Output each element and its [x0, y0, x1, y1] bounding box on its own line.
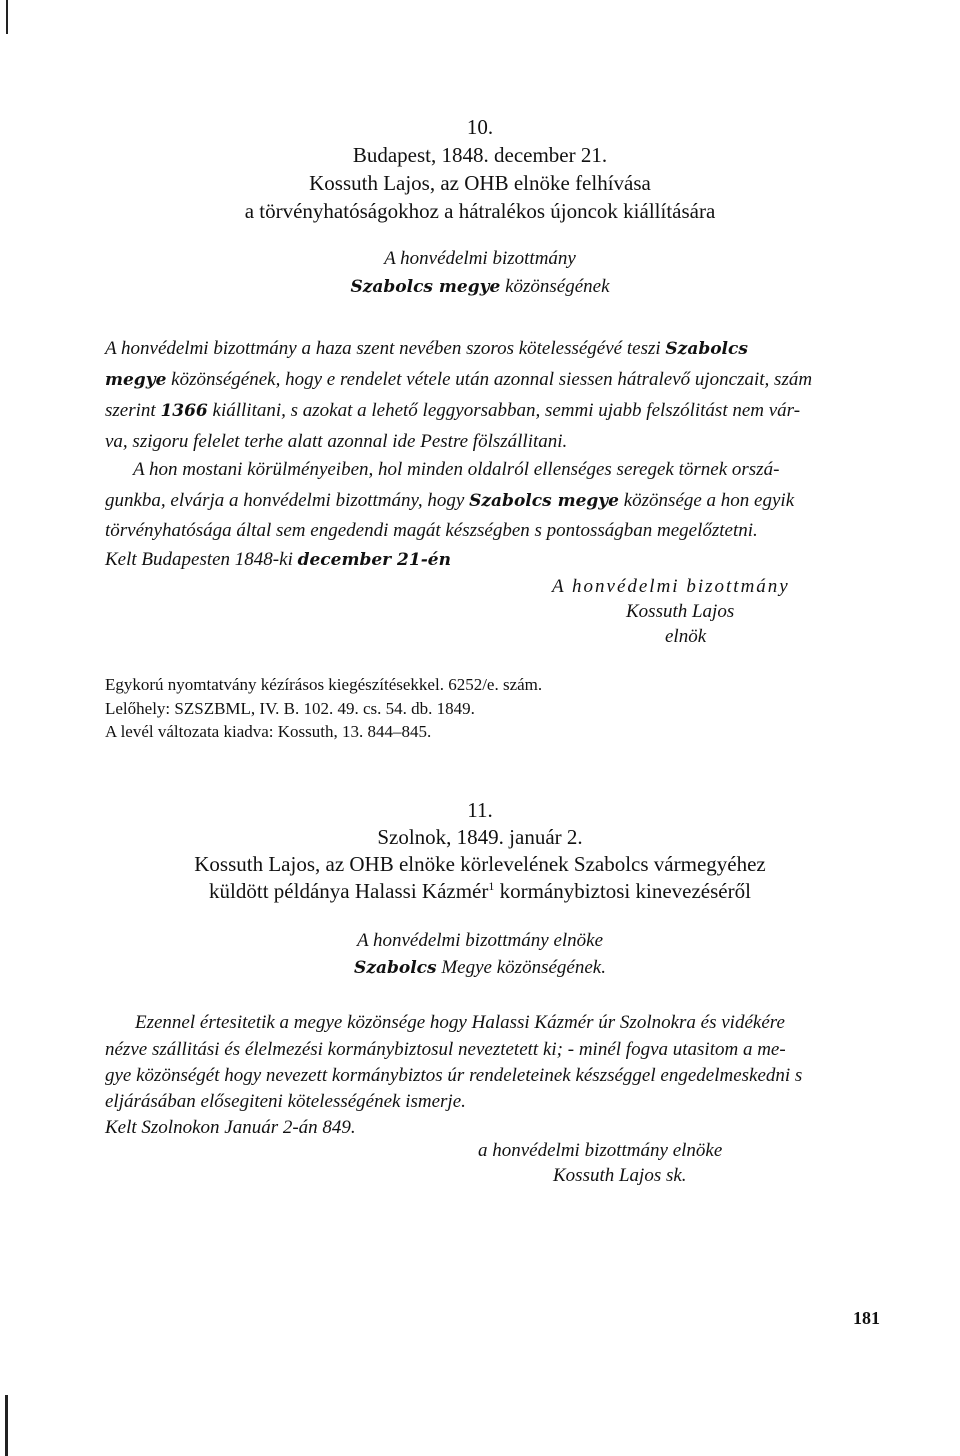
doc10-para1-line1: A honvédelmi bizottmány a haza szent nevében szoros kötelességévé teszi Szabolcs — [105, 338, 748, 359]
scan-mark-bottom — [5, 1395, 8, 1456]
doc10-para2-line2: gunkba, elvárja a honvédelmi bizottmány, hogy Szabolcs megye közönsége a hon egyik — [105, 490, 795, 511]
doc10-source-line2: Lelőhely: SZSZBML, IV. B. 102. 49. cs. 54. db. 1849. — [105, 699, 475, 718]
doc11-addressee-line2: Szabolcs Megye közönségének. — [354, 957, 606, 978]
scan-mark-top — [6, 0, 8, 34]
doc10-signature-title: elnök — [665, 626, 707, 647]
doc10-handwritten-date: december 21-én — [297, 550, 451, 570]
doc10-title-line2: a törvényhatóságokhoz a hátralékos újoncok kiállítására — [244, 199, 716, 223]
doc10-para1-line4: va, szigoru felelet terhe alatt azonnal ide Pestre fölszállitani. — [105, 431, 568, 452]
doc10-kelt: Kelt Budapesten 1848-ki december 21-én — [105, 549, 451, 570]
doc11-handwritten-county: Szabolcs — [354, 958, 437, 978]
doc10-handwritten-county: Szabolcs megye — [350, 277, 501, 297]
doc11-signature-line1: a honvédelmi bizottmány elnöke — [478, 1140, 723, 1161]
doc10-addressee-line1: A honvédelmi bizottmány — [384, 248, 576, 269]
doc10-date: Budapest, 1848. december 21. — [352, 143, 608, 167]
doc10-para1-line3: szerint 1366 kiállitani, s azokat a lehető leggyorsabban, semmi ujabb felszólitást nem vár- — [105, 400, 801, 421]
doc11-title-line1: Kossuth Lajos, az OHB elnöke körlevelének Szabolcs vármegyéhez — [194, 852, 766, 876]
doc10-para1-line2: megye közönségének, hogy e rendelet vétele után azonnal siessen hátralevő ujonczait, szám — [105, 369, 813, 390]
doc11-title-line2: küldött példánya Halassi Kázmér$^1$ kormánybiztosi kinevezéséről — [209, 879, 751, 903]
doc10-handwritten-county-2: megye — [105, 370, 167, 390]
doc10-addressee-line2: Szabolcs megye közönségének — [350, 276, 610, 297]
doc10-title-line1: Kossuth Lajos, az OHB elnöke felhívása — [309, 171, 651, 195]
doc10-para2-line1: A hon mostani körülményeiben, hol minden oldalról ellenséges seregek törnek orszá- — [133, 459, 780, 480]
doc11-text-line4: eljárásában elősegiteni kötelességének ismerje. — [105, 1091, 466, 1112]
doc11-kelt: Kelt Szolnokon Január 2-án 849. — [105, 1117, 356, 1138]
doc10-signature-line1: A honvédelmi bizottmány — [552, 576, 790, 597]
doc10-number: 10. — [466, 115, 494, 139]
doc10-signature-name: Kossuth Lajos — [626, 601, 735, 622]
doc10-source-line1: Egykorú nyomtatvány kézírásos kiegészítésekkel. 6252/e. szám. — [105, 675, 543, 694]
doc11-text-line3: gye közönségét hogy nevezett kormánybiztos úr rendeleteinek készséggel engedelmeskedni s — [105, 1065, 803, 1086]
doc11-date: Szolnok, 1849. január 2. — [377, 825, 583, 849]
doc10-handwritten-number: 1366 — [160, 401, 208, 421]
doc10-handwritten-county-3: Szabolcs megye — [469, 491, 619, 511]
doc11-text-line2: nézve szállitási és élelmezési kormánybiztosul neveztetett ki; - minél fogva utasitom a me- — [105, 1039, 786, 1060]
doc11-text-line1: Ezennel értesitetik a megye közönsége hogy Halassi Kázmér úr Szolnokra és vidékére — [135, 1012, 785, 1033]
doc11-number: 11. — [467, 798, 493, 822]
doc11-addressee-line1: A honvédelmi bizottmány elnöke — [356, 930, 604, 951]
doc10-para2-line3: törvényhatósága által sem engedendi magát készségben s pontosságban megelőztetni. — [105, 520, 758, 541]
doc11-signature-name: Kossuth Lajos sk. — [553, 1165, 687, 1186]
doc10-handwritten-county-1: Szabolcs — [665, 339, 748, 359]
doc10-source-line3: A levél változata kiadva: Kossuth, 13. 844–845. — [105, 722, 432, 741]
page-number: 181 — [853, 1308, 880, 1328]
footnote-marker: 1 — [488, 879, 495, 893]
